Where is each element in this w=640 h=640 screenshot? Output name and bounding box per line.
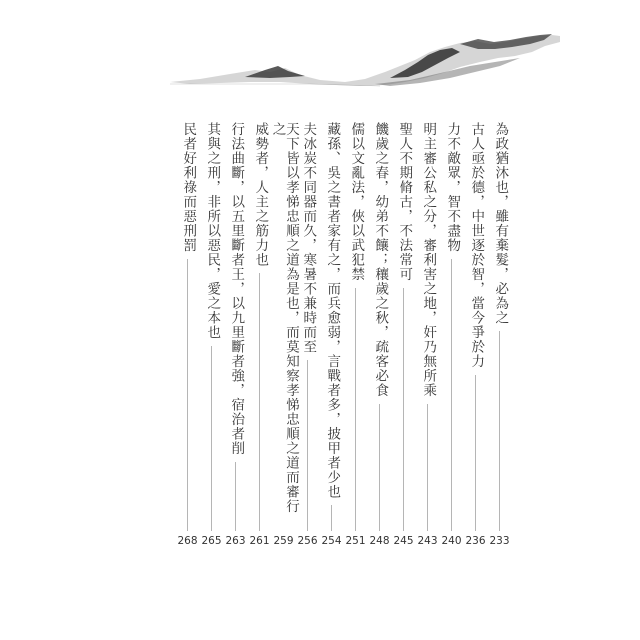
mountain-ink-illustration xyxy=(160,22,560,122)
toc-entry[interactable] xyxy=(269,122,299,547)
toc-entry[interactable] xyxy=(369,122,390,547)
entry-page-number: 248 xyxy=(369,535,390,547)
leader-line xyxy=(259,273,260,531)
entry-page-number: 243 xyxy=(417,535,438,547)
entry-title: 為政猶沐也，雖有棄髮，必為之 xyxy=(492,122,509,325)
entry-title: 天下皆以孝悌忠順之道為是也，而莫知察孝悌忠順之道而審行之 xyxy=(269,122,299,514)
entry-page-number: 251 xyxy=(345,535,366,547)
leader-line xyxy=(403,288,404,532)
entry-title: 儒以文亂法，俠以武犯禁 xyxy=(348,122,365,282)
toc-entry[interactable] xyxy=(177,122,198,547)
entry-title: 行法曲斷，以五里斷者王，以九里斷者強，宿治者削 xyxy=(228,122,245,456)
entry-title: 威勢者，人主之筋力也 xyxy=(252,122,269,267)
entry-page-number: 254 xyxy=(321,535,342,547)
leader-line xyxy=(379,404,380,532)
leader-line xyxy=(331,505,332,531)
entry-page-number: 236 xyxy=(465,535,486,547)
toc-entry[interactable] xyxy=(417,122,438,547)
entry-title: 夫冰炭不同器而久，寒暑不兼時而至 xyxy=(300,122,317,354)
entry-page-number: 265 xyxy=(201,535,222,547)
entry-page-number: 256 xyxy=(297,535,318,547)
toc-entry[interactable] xyxy=(201,122,222,547)
toc-entry[interactable] xyxy=(465,122,486,547)
leader-line xyxy=(355,288,356,532)
leader-line xyxy=(499,331,500,531)
toc-entry[interactable] xyxy=(249,122,270,547)
entry-title: 其與之刑，非所以惡民，愛之本也 xyxy=(204,122,221,340)
entry-title: 饑歲之春，幼弟不饟；穰歲之秋，疏客必食 xyxy=(372,122,389,398)
entry-page-number: 233 xyxy=(489,535,510,547)
toc-entry[interactable] xyxy=(393,122,414,547)
entry-page-number: 268 xyxy=(177,535,198,547)
entry-title: 聖人不期脩古，不法常可 xyxy=(396,122,413,282)
leader-line xyxy=(187,259,188,532)
leader-line xyxy=(427,404,428,532)
leader-line xyxy=(211,346,212,532)
entry-title: 民者好利祿而惡刑罰 xyxy=(180,122,197,253)
toc-entry[interactable] xyxy=(321,122,342,547)
entry-title: 明主審公私之分，審利害之地，奸乃無所乘 xyxy=(420,122,437,398)
leader-line xyxy=(235,462,236,532)
table-of-contents xyxy=(177,122,510,547)
entry-page-number: 261 xyxy=(249,535,270,547)
entry-title: 力不敵眾，智不盡物 xyxy=(444,122,461,253)
toc-entry[interactable] xyxy=(345,122,366,547)
leader-line xyxy=(475,375,476,532)
toc-entry[interactable] xyxy=(297,122,318,547)
toc-entry[interactable] xyxy=(489,122,510,547)
entry-page-number: 263 xyxy=(225,535,246,547)
toc-entry[interactable] xyxy=(441,122,462,547)
entry-page-number: 245 xyxy=(393,535,414,547)
leader-line xyxy=(307,360,308,531)
entry-page-number: 240 xyxy=(441,535,462,547)
entry-title: 藏孫、吳之書者家有之，而兵愈弱，言戰者多，披甲者少也 xyxy=(324,122,341,499)
toc-entry[interactable] xyxy=(225,122,246,547)
entry-title: 古人亟於德，中世逐於智，當今爭於力 xyxy=(468,122,485,369)
leader-line xyxy=(451,259,452,532)
entry-page-number: 259 xyxy=(273,535,294,547)
